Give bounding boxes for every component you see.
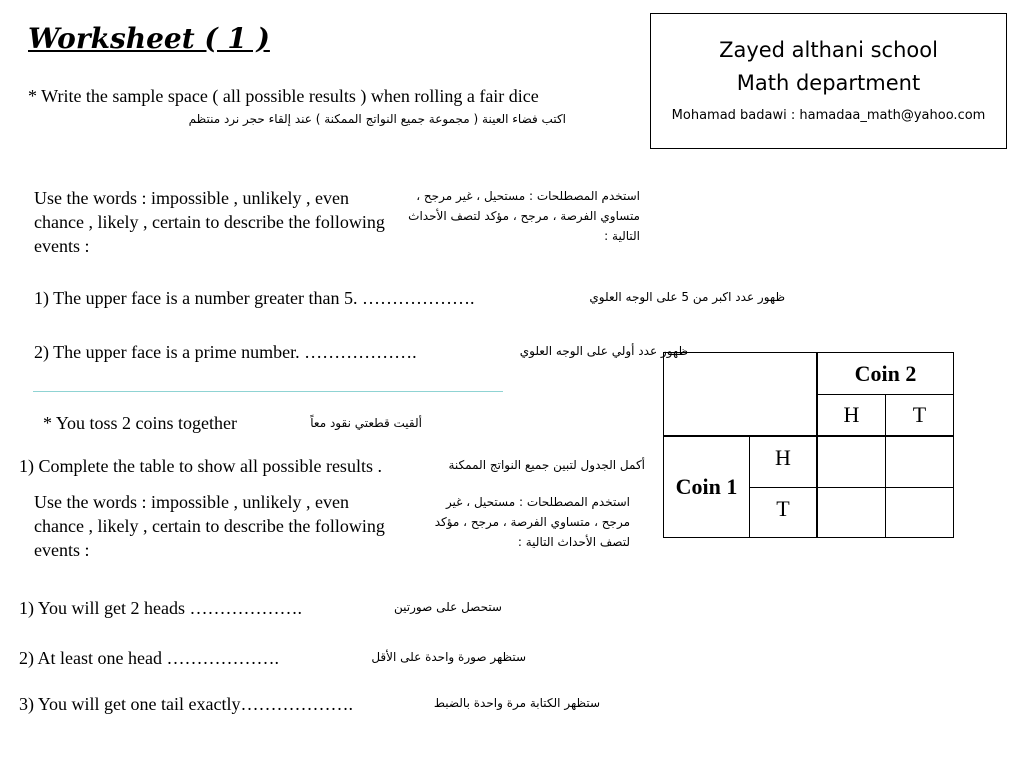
coin2-h-header: H [817, 395, 886, 436]
table-corner-cell [664, 353, 818, 436]
teacher-contact: Mohamad badawi : hamadaa_math@yahoo.com [671, 108, 986, 123]
coins-question-arabic: ألقيت قطعتي نقود معاً [310, 416, 422, 430]
cell-tt[interactable] [886, 488, 954, 538]
coin-event-3: 3) You will get one tail exactly………………. [19, 694, 353, 714]
words-instruction-1-arabic: استخدم المصطلحات : مستحيل ، غير مرجح ، متساوي الفرصة ، مرجح ، مؤكد لتصف الأحداث التالية : [408, 189, 640, 243]
coins-question: * You toss 2 coins together [43, 413, 238, 433]
department-name: Math department [736, 71, 921, 95]
coin2-header: Coin 2 [817, 353, 954, 395]
coin2-t-header: T [886, 395, 954, 436]
coin-event-3-arabic: ستظهر الكتابة مرة واحدة بالضبط [433, 696, 600, 710]
dice-event-2-arabic: ظهور عدد أولي على الوجه العلوي [519, 344, 688, 358]
dice-event-1-arabic: ظهور عدد اكبر من 5 على الوجه العلوي [589, 290, 785, 304]
words-instruction-2-arabic: استخدم المصطلحات : مستحيل ، غير مرجح ، متساوي الفرصة ، مرجح ، مؤكد لتصف الأحداث التالية : [434, 495, 630, 549]
table-question: 1) Complete the table to show all possible results . [19, 456, 382, 476]
coin1-h-header: H [750, 436, 818, 488]
coin1-t-header: T [750, 488, 818, 538]
coin-event-1: 1) You will get 2 heads ………………. [19, 598, 302, 618]
coin-outcomes-table [663, 352, 954, 538]
cell-hh[interactable] [817, 436, 886, 488]
cell-th[interactable] [817, 488, 886, 538]
section-divider [33, 391, 503, 392]
cell-ht[interactable] [886, 436, 954, 488]
words-instruction-2: Use the words : impossible , unlikely , even chance , likely , certain to describe the following events : [34, 492, 385, 560]
coin-event-1-arabic: ستحصل على صورتين [394, 600, 502, 614]
school-name: Zayed althani school [719, 38, 938, 62]
coin1-header: Coin 1 [664, 436, 750, 538]
dice-event-2: 2) The upper face is a prime number. ………………. [34, 342, 417, 362]
table-question-arabic: أكمل الجدول لتبين جميع النواتج الممكنة [448, 458, 645, 472]
worksheet-title: Worksheet ( 1 ) [28, 22, 270, 55]
school-info-box [650, 13, 1007, 149]
words-instruction-1: Use the words : impossible , unlikely , even chance , likely , certain to describe the following events : [34, 188, 385, 256]
dice-question: * Write the sample space ( all possible results ) when rolling a fair dice [28, 86, 539, 106]
coin-event-2: 2) At least one head ………………. [19, 648, 279, 668]
coin-event-2-arabic: ستظهر صورة واحدة على الأقل [371, 650, 526, 664]
dice-event-1: 1) The upper face is a number greater than 5. ………………. [34, 288, 475, 308]
dice-question-arabic: اكتب فضاء العينة ( مجموعة جميع النواتج الممكنة ) عند إلقاء حجر نرد منتظم [188, 112, 566, 126]
